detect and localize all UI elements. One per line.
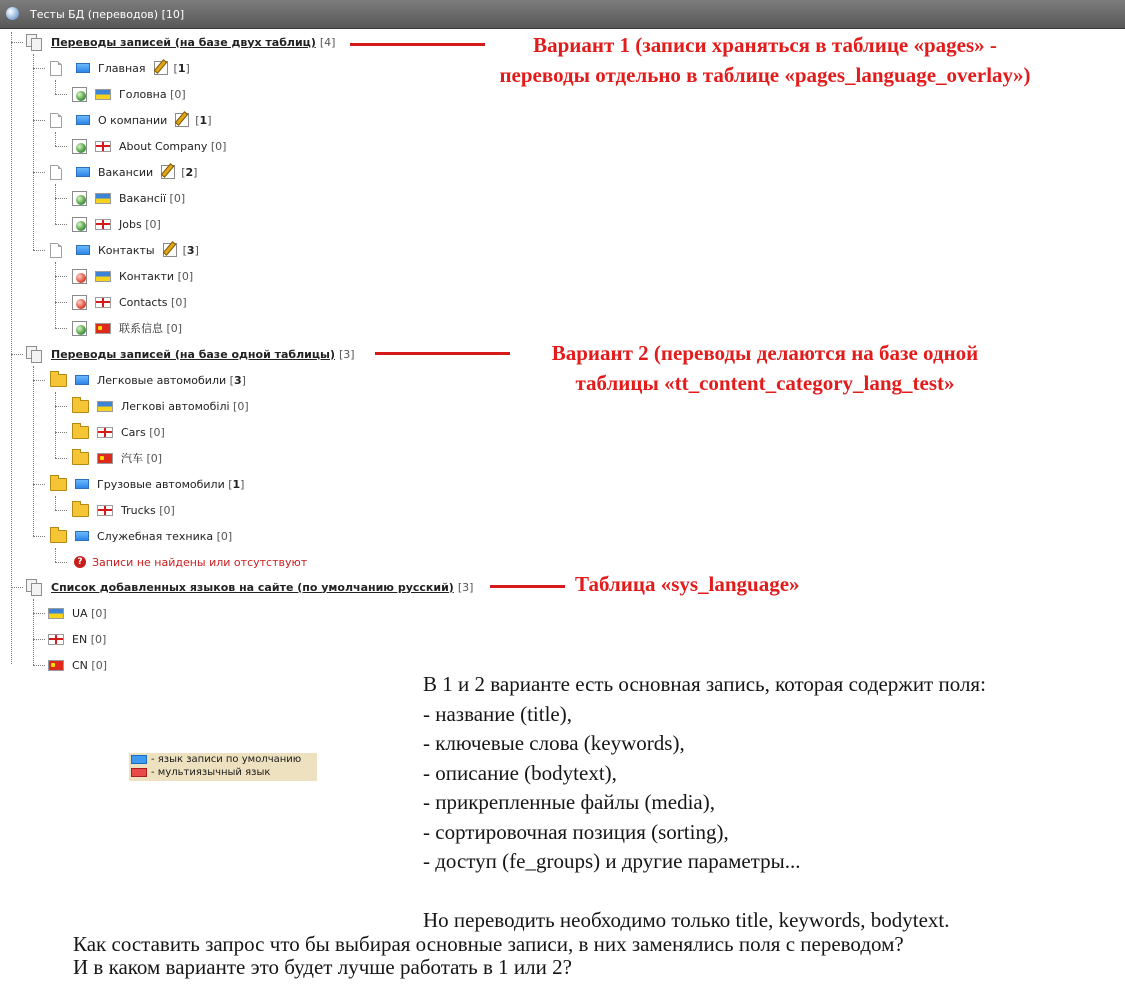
cn-flag-icon	[95, 323, 111, 334]
tree-translation-jobs[interactable]	[72, 214, 161, 234]
tree-item-sluzhebnaya[interactable]	[50, 526, 232, 546]
group-count: [3]	[457, 580, 474, 594]
translation-hidden-icon	[72, 295, 87, 310]
records-group-icon	[26, 346, 42, 362]
tree-translation-kontakti[interactable]	[72, 266, 193, 286]
translation-icon	[72, 217, 87, 232]
annotation-line-2	[375, 352, 510, 355]
language-count: [0]	[90, 632, 107, 646]
tree-translation-trucks[interactable]	[72, 500, 175, 520]
page-icon	[50, 113, 62, 128]
annotation-variant-1-line-1: Вариант 1 (записи храняться в таблице «pages» -	[533, 33, 997, 57]
fields-intro: В 1 и 2 варианте есть основная запись, которая содержит поля:	[423, 672, 986, 696]
translation-label[interactable]: Вакансії	[119, 191, 167, 205]
tree-translation-about-company[interactable]	[72, 136, 226, 156]
page-icon	[50, 165, 62, 180]
question-line-2: И в каком варианте это будет лучше работать в 1 или 2?	[73, 955, 572, 979]
tree-group-two-tables[interactable]	[26, 32, 335, 52]
legend-default-row	[129, 753, 317, 766]
category-folder-icon	[50, 478, 67, 491]
translation-label[interactable]: 联系信息	[119, 322, 163, 335]
cn-flag-icon	[48, 660, 64, 671]
edit-icon[interactable]	[175, 113, 189, 127]
item-label[interactable]: Легковые автомобили	[97, 373, 227, 387]
tree-item-o-kompanii[interactable]	[50, 110, 212, 130]
tree-empty-message	[74, 552, 307, 572]
translation-count: [0]	[169, 191, 186, 205]
language-label[interactable]: UA	[72, 606, 88, 620]
tree-translation-golovna[interactable]	[72, 84, 186, 104]
translation-count: [0]	[171, 295, 187, 309]
tree-translation-cn-cars[interactable]	[72, 448, 162, 468]
translation-count: [0]	[233, 399, 249, 413]
tree-translation-contacts[interactable]	[72, 292, 187, 312]
en-flag-icon	[95, 297, 111, 308]
tree-translation-legkovi[interactable]	[72, 396, 249, 416]
tree-group-sys-language[interactable]	[26, 577, 473, 597]
en-flag-icon	[48, 634, 64, 645]
tree-translation-vakansii-ua[interactable]	[72, 188, 185, 208]
item-label[interactable]: О компании	[98, 113, 168, 127]
item-label[interactable]: Грузовые автомобили	[97, 477, 225, 491]
item-count: [2]	[181, 165, 198, 179]
window-title: Тесты БД (переводов) [10]	[30, 8, 185, 21]
annotation-variant-1	[455, 30, 1075, 90]
legend	[129, 753, 317, 781]
tree-group-one-table[interactable]	[26, 344, 355, 364]
category-folder-icon	[72, 504, 89, 517]
ua-flag-icon	[95, 193, 111, 204]
translation-icon	[72, 87, 87, 102]
field-keywords: - ключевые слова (keywords),	[423, 731, 685, 755]
legend-multi-row	[129, 766, 317, 779]
item-label[interactable]: Вакансии	[98, 165, 154, 179]
translation-icon	[72, 139, 87, 154]
item-count: [3]	[229, 373, 246, 387]
default-language-icon	[75, 531, 89, 541]
category-folder-icon	[50, 374, 67, 387]
annotation-variant-2	[515, 338, 1015, 398]
en-flag-icon	[95, 141, 111, 152]
category-folder-icon	[50, 530, 67, 543]
translation-label[interactable]: Jobs	[119, 217, 142, 231]
translation-icon	[72, 191, 87, 206]
language-label[interactable]: CN	[72, 658, 88, 672]
group-count: [3]	[339, 347, 355, 361]
default-language-icon	[75, 375, 89, 385]
edit-icon[interactable]	[154, 61, 168, 75]
field-bodytext: - описание (bodytext),	[423, 760, 617, 785]
item-count: [1]	[228, 477, 245, 491]
fields-spacer	[423, 877, 986, 907]
group-label[interactable]: Переводы записей (на базе двух таблиц)	[51, 35, 316, 49]
annotation-variant-2-line-2: таблицы «tt_content_category_lang_test»	[575, 371, 955, 395]
translation-label[interactable]: Cars	[121, 425, 146, 439]
language-label[interactable]: EN	[72, 632, 88, 646]
legend-multi-swatch	[131, 768, 147, 777]
annotation-line-3	[490, 585, 565, 588]
ua-flag-icon	[95, 271, 111, 282]
tree-item-legkovye[interactable]	[50, 370, 246, 390]
translation-count: [0]	[166, 321, 183, 335]
globe-icon	[6, 7, 19, 20]
translation-label[interactable]: Головна	[119, 87, 167, 101]
legend-default-swatch	[131, 755, 147, 764]
item-label[interactable]: Служебная техника	[97, 529, 214, 543]
legend-default-text: - язык записи по умолчанию	[151, 754, 302, 765]
page-icon	[50, 243, 62, 258]
field-title: - название (title),	[423, 701, 572, 726]
item-count: [1]	[173, 61, 190, 75]
translation-count: [0]	[210, 139, 227, 153]
edit-icon[interactable]	[163, 243, 177, 257]
ua-flag-icon	[95, 89, 111, 100]
tree-item-gruzovye[interactable]	[50, 474, 244, 494]
item-label[interactable]: Контакты	[98, 243, 155, 257]
item-label[interactable]: Главная	[98, 61, 146, 75]
annotation-variant-2-line-1: Вариант 2 (переводы делаются на базе одной	[551, 341, 979, 365]
tree-item-vakansii[interactable]	[50, 162, 197, 182]
question-error-icon: ?	[74, 556, 86, 568]
legend-multi-text: - мультиязычный язык	[151, 767, 271, 778]
translation-count: [0]	[145, 217, 161, 231]
translation-count: [0]	[149, 425, 165, 439]
group-label[interactable]: Переводы записей (на базе одной таблицы)	[51, 347, 335, 361]
translation-hidden-icon	[72, 269, 87, 284]
group-count: [4]	[319, 35, 336, 49]
fields-translate-note: Но переводить необходимо только title, keywords, bodytext.	[423, 908, 950, 932]
cn-flag-icon	[97, 453, 113, 464]
annotation-sys-language	[575, 569, 845, 599]
tree-translation-cars[interactable]	[72, 422, 165, 442]
annotation-sys-language-text: Таблица «sys_language»	[575, 572, 800, 596]
tree-language-ua[interactable]	[48, 603, 107, 623]
field-fe-groups: - доступ (fe_groups) и другие параметры...	[423, 849, 801, 873]
category-folder-icon	[72, 400, 89, 413]
records-group-icon	[26, 579, 42, 595]
en-flag-icon	[95, 219, 111, 230]
category-folder-icon	[72, 426, 89, 439]
item-count: [0]	[216, 529, 233, 543]
translation-label[interactable]: Контакти	[119, 269, 175, 283]
category-folder-icon	[72, 452, 89, 465]
records-group-icon	[26, 34, 42, 50]
translation-label[interactable]: Contacts	[119, 295, 168, 309]
default-language-icon	[76, 115, 90, 125]
item-count: [1]	[195, 113, 212, 127]
translation-label[interactable]: Trucks	[121, 503, 156, 517]
default-language-icon	[75, 479, 89, 489]
default-language-icon	[76, 245, 90, 255]
en-flag-icon	[97, 505, 113, 516]
language-count: [0]	[91, 658, 108, 672]
translation-count: [0]	[170, 87, 186, 101]
translation-icon	[72, 321, 87, 336]
tree-language-cn[interactable]	[48, 655, 107, 675]
empty-message: Записи не найдены или отсутствуют	[92, 555, 308, 569]
edit-icon[interactable]	[161, 165, 175, 179]
tree-language-en[interactable]	[48, 629, 106, 649]
field-media: - прикрепленные файлы (media),	[423, 790, 715, 814]
field-sorting: - сортировочная позиция (sorting),	[423, 819, 729, 844]
tree-item-kontakty[interactable]	[50, 240, 199, 260]
item-count: [3]	[182, 243, 199, 257]
page-icon	[50, 61, 62, 76]
translation-label[interactable]: About Company	[119, 139, 208, 153]
default-language-icon	[76, 63, 90, 73]
fields-description	[423, 670, 986, 936]
question-line-1: Как составить запрос что бы выбирая основные записи, в них заменялись поля с переводом?	[73, 932, 904, 956]
annotation-variant-1-line-2: переводы отдельно в таблице «pages_language_overlay»)	[499, 63, 1031, 87]
tree-item-glavnaya[interactable]	[50, 58, 190, 78]
group-label[interactable]: Список добавленных языков на сайте (по умолчанию русский)	[51, 580, 454, 594]
window-header	[0, 0, 1125, 29]
default-language-icon	[76, 167, 90, 177]
en-flag-icon	[97, 427, 113, 438]
ua-flag-icon	[97, 401, 113, 412]
translation-label[interactable]: 汽车	[121, 452, 143, 465]
question	[73, 933, 904, 979]
translation-count: [0]	[146, 451, 163, 465]
translation-count: [0]	[177, 269, 194, 283]
translation-label[interactable]: Легкові автомобілі	[121, 399, 230, 413]
tree-translation-cn-contacts[interactable]	[72, 318, 182, 338]
language-count: [0]	[91, 606, 107, 620]
ua-flag-icon	[48, 608, 64, 619]
translation-count: [0]	[159, 503, 175, 517]
